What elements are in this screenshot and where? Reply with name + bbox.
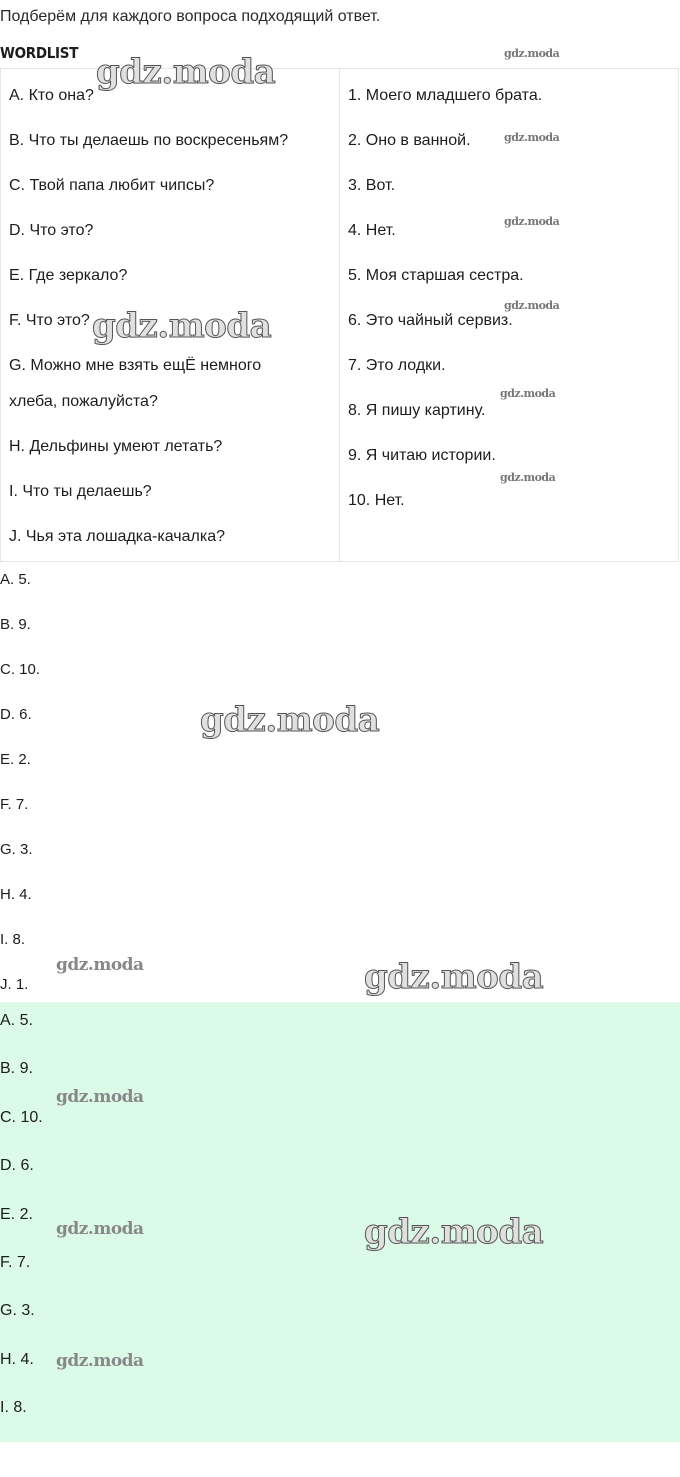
watermark-logo: gdz.moda bbox=[364, 1212, 544, 1252]
solution-item: G. 3. bbox=[0, 1302, 35, 1319]
solution-item: D. 6. bbox=[0, 1157, 34, 1174]
watermark-logo: gdz.moda bbox=[500, 471, 556, 484]
question-g-line2: хлеба, пожалуйста? bbox=[9, 393, 158, 410]
question-f: F. Что это? bbox=[9, 312, 90, 329]
watermark-logo: gdz.moda bbox=[504, 299, 560, 312]
solution-item: B. 9. bbox=[0, 1060, 33, 1077]
solution-item: J. 1. bbox=[0, 976, 29, 993]
answer-4: 4. Нет. bbox=[348, 222, 396, 239]
watermark-logo: gdz.moda bbox=[500, 387, 556, 400]
question-h: H. Дельфины умеют летать? bbox=[9, 438, 223, 455]
solution-item: E. 2. bbox=[0, 751, 31, 768]
answer-9: 9. Я читаю истории. bbox=[348, 447, 496, 464]
watermark-logo: gdz.moda bbox=[92, 306, 272, 346]
solution-item: C. 10. bbox=[0, 1109, 43, 1126]
solution-item: G. 3. bbox=[0, 841, 33, 858]
question-j: J. Чья эта лошадка-качалка? bbox=[9, 528, 225, 545]
solution-item: C. 10. bbox=[0, 661, 41, 678]
intro-text: Подберём для каждого вопроса подходящий ответ. bbox=[0, 8, 381, 25]
solution-item: I. 8. bbox=[0, 931, 26, 948]
answer-10: 10. Нет. bbox=[348, 492, 405, 509]
watermark-logo: gdz.moda bbox=[200, 700, 380, 740]
question-g-line1: G. Можно мне взять ещЁ немного bbox=[9, 357, 262, 374]
question-a: A. Кто она? bbox=[9, 87, 94, 104]
solution-item: D. 6. bbox=[0, 706, 32, 723]
solution-item: H. 4. bbox=[0, 886, 32, 903]
answer-7: 7. Это лодки. bbox=[348, 357, 446, 374]
watermark-logo: gdz.moda bbox=[364, 957, 544, 997]
solution-item: E. 2. bbox=[0, 1206, 33, 1223]
watermark-logo: gdz.moda bbox=[56, 1087, 144, 1107]
answer-6: 6. Это чайный сервиз. bbox=[348, 312, 513, 329]
watermark-logo: gdz.moda bbox=[504, 131, 560, 144]
question-c: C. Твой папа любит чипсы? bbox=[9, 177, 215, 194]
question-i: I. Что ты делаешь? bbox=[9, 483, 152, 500]
solution-item: H. 4. bbox=[0, 1351, 34, 1368]
answer-8: 8. Я пишу картину. bbox=[348, 402, 486, 419]
watermark-logo: gdz.moda bbox=[56, 955, 144, 975]
answer-1: 1. Моего младшего брата. bbox=[348, 87, 543, 104]
wordlist-label: WORDLIST bbox=[0, 44, 79, 62]
solution-item: A. 5. bbox=[0, 1012, 33, 1029]
watermark-logo: gdz.moda bbox=[504, 47, 560, 60]
question-b: B. Что ты делаешь по воскресеньям? bbox=[9, 132, 289, 149]
watermark-logo: gdz.moda bbox=[504, 215, 560, 228]
solution-item: A. 5. bbox=[0, 571, 31, 588]
watermark-logo: gdz.moda bbox=[96, 52, 276, 92]
question-d: D. Что это? bbox=[9, 222, 94, 239]
answer-3: 3. Вот. bbox=[348, 177, 396, 194]
watermark-logo: gdz.moda bbox=[56, 1351, 144, 1371]
answer-5: 5. Моя старшая сестра. bbox=[348, 267, 524, 284]
question-e: E. Где зеркало? bbox=[9, 267, 128, 284]
solution-item: I. 8. bbox=[0, 1399, 27, 1416]
answer-2: 2. Оно в ванной. bbox=[348, 132, 471, 149]
solution-item: F. 7. bbox=[0, 1254, 31, 1271]
solution-item: B. 9. bbox=[0, 616, 31, 633]
watermark-logo: gdz.moda bbox=[56, 1219, 144, 1239]
solution-item: F. 7. bbox=[0, 796, 29, 813]
